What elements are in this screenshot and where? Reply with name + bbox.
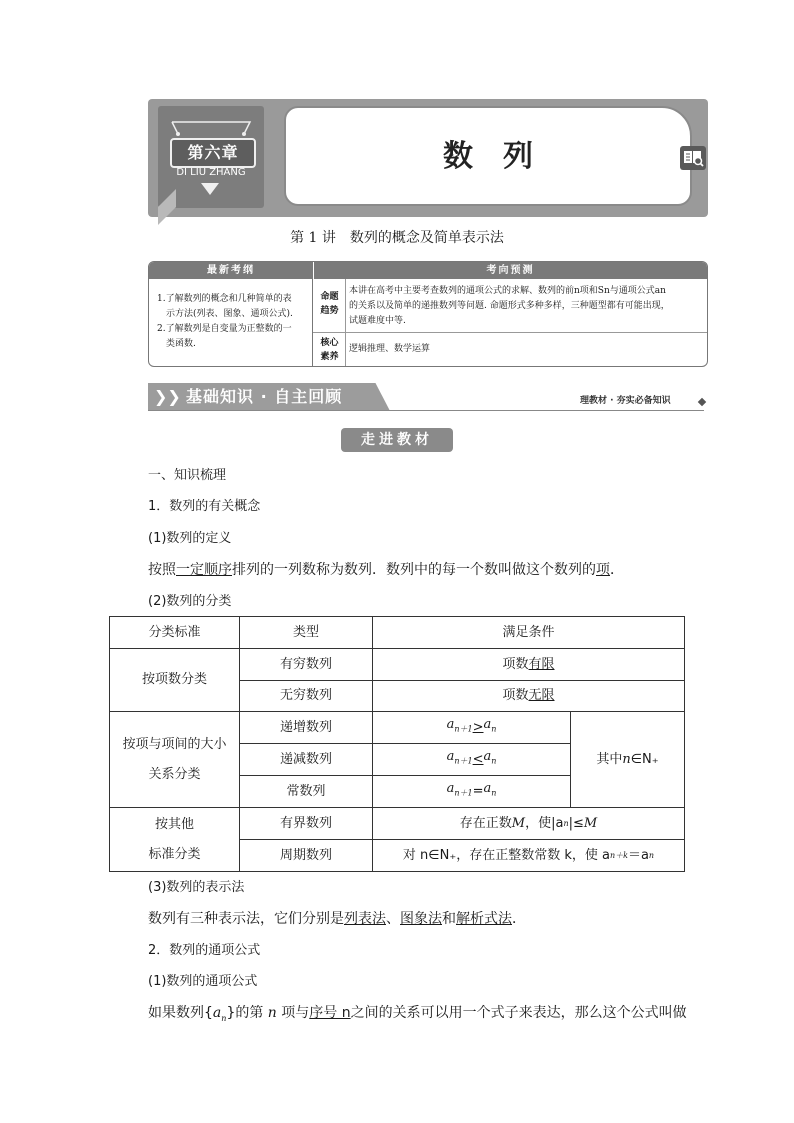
- section-subtitle: 理教材 · 夯实必备知识: [580, 396, 671, 406]
- answer-blank: 一定顺序: [176, 562, 232, 578]
- section-title: 基础知识 · 自主回顾: [186, 387, 343, 406]
- type-cell: 递减数列: [239, 743, 373, 776]
- trend-label-line: 趋势: [320, 306, 339, 316]
- heading-general-term: 2．数列的通项公式: [148, 943, 261, 958]
- chapter-pinyin: DI LIU ZHANG: [176, 167, 246, 178]
- group-other: [109, 807, 240, 872]
- heading-knowledge: 一、知识梳理: [148, 468, 227, 483]
- heading-general-term-formula: (1)数列的通项公式: [148, 974, 258, 989]
- condition-cell: $a_{n+1}$ = $a_n$: [372, 775, 571, 808]
- group-line: 关系分类: [148, 766, 201, 782]
- trend-label: [314, 279, 346, 332]
- text-span: n: [648, 850, 655, 860]
- type-cell: 周期数列: [239, 839, 373, 872]
- core-text: 逻辑推理、数学运算: [349, 344, 431, 354]
- condition-cell: $a_{n+1}$ > $a_n$: [372, 711, 571, 744]
- definition-paragraph: [148, 561, 624, 579]
- chapter-title: 数列: [443, 139, 563, 174]
- text-span: 按照: [148, 562, 176, 578]
- text-span: 和: [442, 911, 456, 927]
- outline-left-line: 类函数.: [166, 339, 196, 349]
- table-header: 满足条件: [372, 616, 685, 649]
- condition-cell: 存在正数 M ，使|a n |≤ M: [372, 807, 685, 840]
- outline-table: [148, 261, 708, 367]
- chapter-arrow-icon: [201, 183, 219, 195]
- trend-line: 试题难度中等.: [349, 316, 406, 326]
- text-span: 、: [386, 911, 400, 927]
- text-span: n: [221, 1013, 227, 1023]
- text-span: a: [212, 1005, 222, 1021]
- chapter-number: 第六章: [170, 138, 256, 168]
- condition-cell: $a_{n+1}$ < $a_n$: [372, 743, 571, 776]
- lesson-title: 第 1 讲 数列的概念及简单表示法: [290, 230, 504, 246]
- text-span: n＋k: [609, 850, 628, 860]
- core-label-line: 素养: [320, 352, 339, 362]
- group-line: 按项与项间的大小: [122, 736, 227, 752]
- text-span: n: [263, 1005, 282, 1021]
- text-span: |≤: [568, 815, 584, 831]
- outline-left-line: 2.了解数列是自变量为正整数的一: [157, 324, 292, 334]
- answer-blank: 项: [596, 562, 610, 578]
- text-span: ．: [610, 562, 624, 578]
- double-chevron-icon: ❯❯: [154, 387, 181, 406]
- condition-cell: [570, 711, 685, 808]
- text-span: 存在正数: [459, 815, 512, 831]
- answer-blank: 图象法: [400, 911, 442, 927]
- heading-representation: (3)数列的表示法: [148, 880, 245, 895]
- heading-classification: (2)数列的分类: [148, 594, 232, 609]
- outline-left-line: 1.了解数列的概念和几种简单的表: [157, 294, 292, 304]
- text-span: n: [622, 751, 631, 767]
- text-span: 对 n∈N₊，存在正整数常数 k，使 a: [402, 847, 610, 863]
- outline-right-header: 考向预测: [314, 262, 707, 279]
- diamond-icon: [698, 398, 706, 406]
- classification-table: [109, 616, 685, 872]
- group-length: 按项数分类: [109, 648, 240, 712]
- text-span: ．: [512, 911, 526, 927]
- trend-text: [349, 284, 670, 329]
- trend-label-line: 命题: [320, 292, 339, 302]
- trend-line: 的关系以及简单的递推数列等问题. 命题形式多种多样，三种题型都有可能出现，: [349, 301, 670, 311]
- table-header: 分类标准: [109, 616, 240, 649]
- book-search-icon: [680, 146, 706, 170]
- text-span: ∈N₊: [630, 751, 659, 767]
- text-span: 如果数列{: [148, 1005, 213, 1021]
- type-cell: 递增数列: [239, 711, 373, 744]
- type-cell: 常数列: [239, 775, 373, 808]
- heading-concepts: 1．数列的有关概念: [148, 499, 261, 514]
- group-monotonic: [109, 711, 240, 808]
- text-span: 排列的一列数称为数列．数列中的每一个数叫做这个数列的: [232, 562, 596, 578]
- group-line: 标准分类: [148, 846, 201, 862]
- chapter-ribbon-icon: [168, 118, 254, 136]
- text-span: }的第: [226, 1005, 264, 1021]
- text-span: 项数: [502, 656, 529, 672]
- core-label: [314, 333, 346, 367]
- heading-definition: (1)数列的定义: [148, 531, 232, 546]
- outline-divider: [313, 332, 707, 333]
- text-span: 数列有三种表示法，它们分别是: [148, 911, 344, 927]
- answer-blank: 有限: [528, 656, 555, 672]
- text-span: =: [472, 783, 484, 799]
- answer-blank: 序号 n: [309, 1005, 351, 1021]
- representation-paragraph: [148, 910, 526, 928]
- condition-cell: [372, 648, 685, 681]
- outline-left-text: [149, 279, 313, 367]
- outline-left-line: 示方法(列表、图象、通项公式).: [166, 309, 293, 319]
- answer-blank: 列表法: [344, 911, 386, 927]
- table-header: 类型: [239, 616, 373, 649]
- core-label-line: 核心: [320, 338, 339, 348]
- answer-blank: 无限: [528, 688, 555, 703]
- condition-cell: [372, 680, 685, 712]
- type-cell: 无穷数列: [239, 680, 373, 712]
- condition-cell: [372, 839, 685, 872]
- text-span: M: [583, 815, 598, 831]
- group-line: 按其他: [154, 816, 194, 832]
- text-span: ＝a: [627, 847, 649, 863]
- answer-blank: <: [472, 751, 484, 767]
- trend-line: 本讲在高考中主要考查数列的通项公式的求解、数列的前n项和Sn与通项公式an: [349, 286, 666, 296]
- answer-blank: 解析式法: [456, 911, 512, 927]
- text-span: 其中: [596, 751, 623, 767]
- outline-left-header: 最新考纲: [149, 262, 313, 279]
- type-cell: 有界数列: [239, 807, 373, 840]
- section-tag: 走进教材: [341, 428, 453, 452]
- text-span: 之间的关系可以用一个式子来表达，那么这个公式叫做: [350, 1005, 687, 1021]
- text-span: M: [511, 815, 526, 831]
- text-span: ，使|a: [525, 815, 564, 831]
- section-rule: [148, 410, 704, 411]
- text-span: 项数: [502, 688, 529, 703]
- text-span: 项与: [281, 1005, 310, 1021]
- general-term-paragraph: [148, 1004, 687, 1028]
- answer-blank: >: [472, 719, 484, 735]
- type-cell: 有穷数列: [239, 648, 373, 681]
